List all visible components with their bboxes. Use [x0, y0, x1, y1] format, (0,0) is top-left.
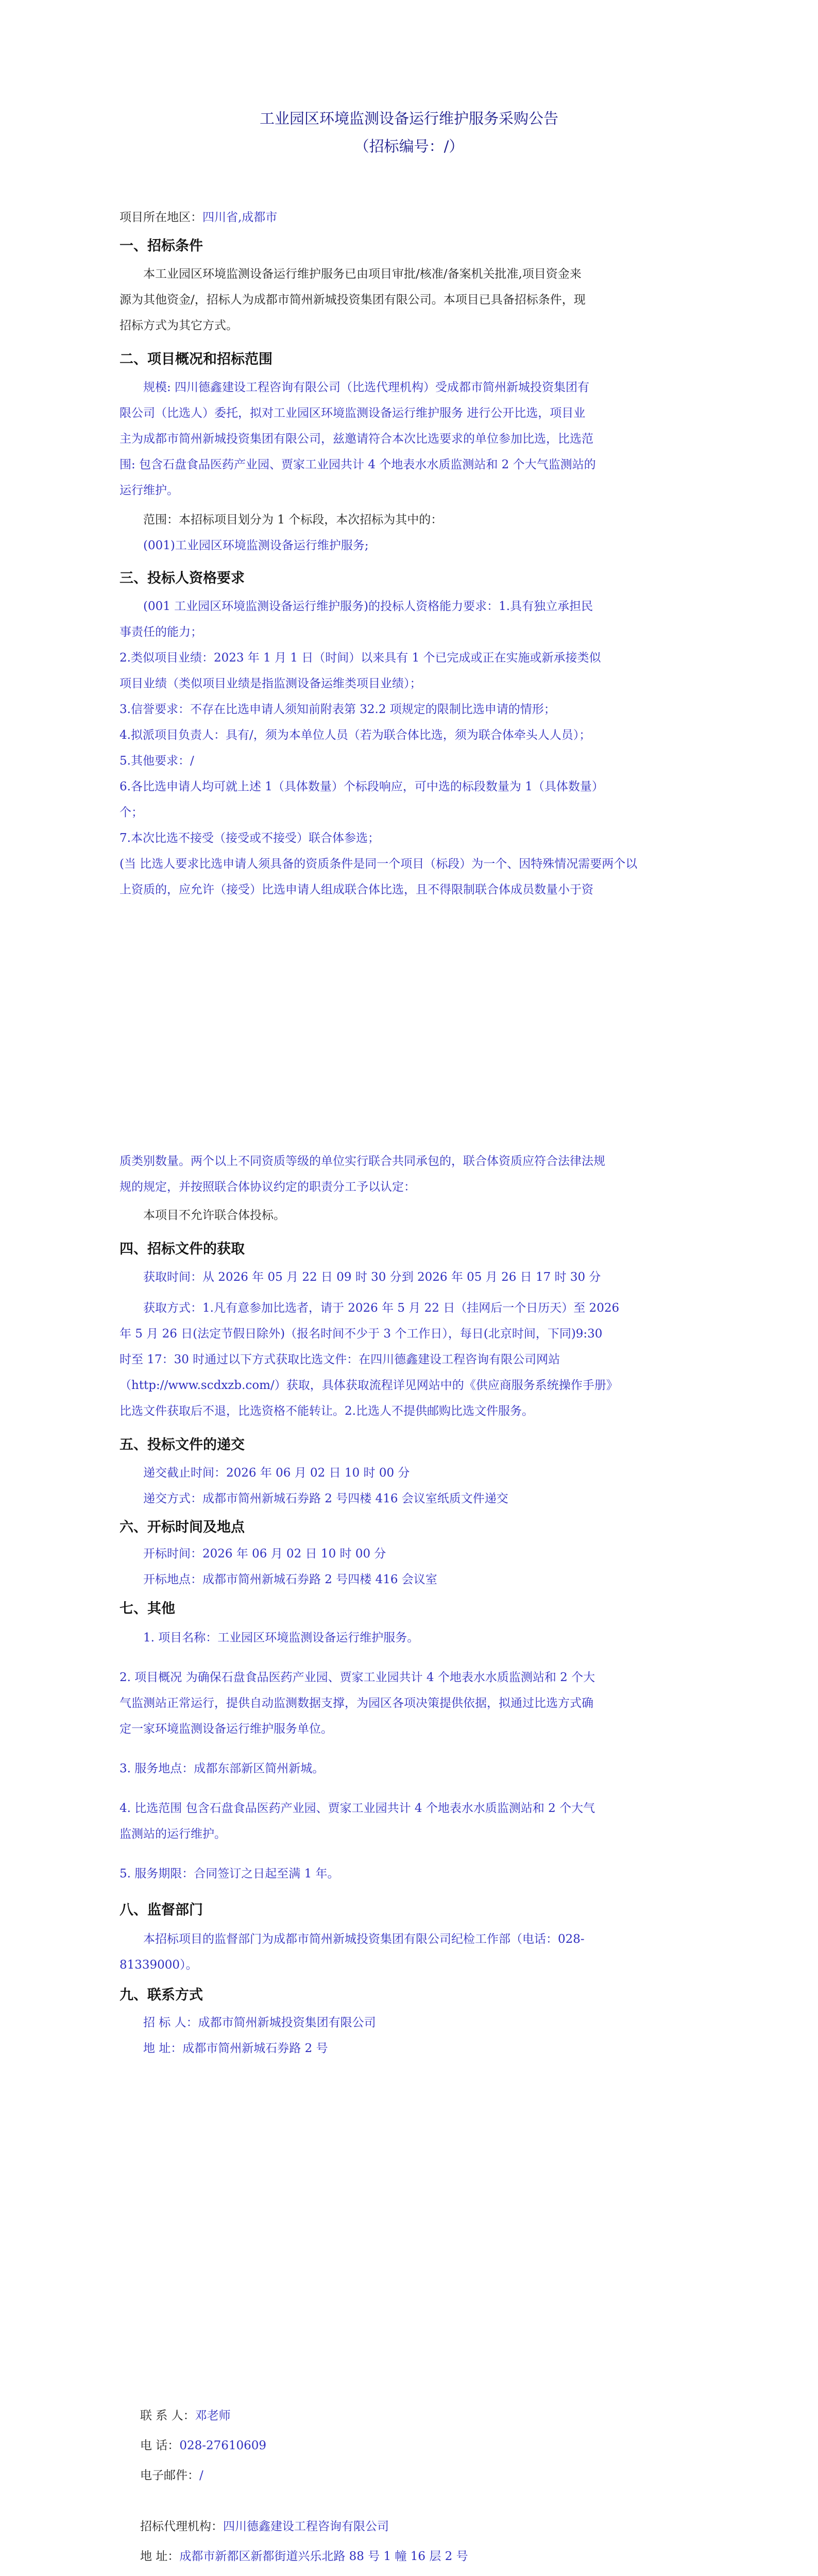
lot-line: (001)工业园区环境监测设备运行维护服务; [143, 539, 369, 552]
section-6-line: 开标地点：成都市简州新城石券路 2 号四楼 416 会议室 [143, 1573, 437, 1586]
contact2-address [140, 2544, 722, 2569]
contact1-phone-value: 028-27610609 [179, 2439, 267, 2452]
acquire-time-line: 获取时间：从 2026 年 05 月 22 日 09 时 30 分到 2026 年 05 月 26 日 17 时 30 分 [143, 1270, 601, 1284]
section-9-line: 招 标 人：成都市简州新城投资集团有限公司 [143, 2016, 376, 2029]
section-3-line: 7.本次比选不接受（接受或不接受）联合体参选； [120, 832, 380, 845]
project-location-label: 项目所在地区： [120, 211, 202, 224]
section-3-cont-line: 规的规定，并按照联合体协议约定的职责分工予以认定： [120, 1180, 416, 1194]
section-3-line: 3.信誉要求：不存在比选申请人须知前附表第 32.2 项规定的限制比选申请的情形； [120, 703, 556, 716]
section-8-line: 81339000）。 [120, 1958, 198, 1972]
section-3-line: (当 比选人要求比选申请人须具备的资质条件是同一个项目（标段）为一个、因特殊情况需要两个以 [120, 857, 638, 871]
section-7-line: 5. 服务期限：合同签订之日起至满 1 年。 [120, 1867, 339, 1880]
section-7-line: 定一家环境监测设备运行维护服务单位。 [120, 1722, 333, 1736]
contact1-person-label: 联 系 人： [140, 2409, 195, 2422]
section-3-cont-line: 质类别数量。两个以上不同资质等级的单位实行联合共同承包的，联合体资质应符合法律法规 [120, 1155, 605, 1168]
section-6-line: 开标时间：2026 年 06 月 02 日 10 时 00 分 [143, 1547, 386, 1561]
contact2-agency [140, 2514, 722, 2539]
section-7-line: 2. 项目概况 为确保石盘食品医药产业园、贾家工业园共计 4 个地表水水质监测站和 2 个大 [120, 1671, 595, 1684]
section-4-line: 比选文件获取后不退，比选资格不能转让。2.比选人不提供邮购比选文件服务。 [120, 1404, 534, 1418]
section-2-line: 运行维护。 [120, 484, 179, 497]
section-2-heading: 二、项目概况和招标范围 [120, 351, 272, 367]
section-3-line: 6.各比选申请人均可就上述 1（具体数量）个标段响应，可中选的标段数量为 1（具体数量） [120, 780, 604, 793]
section-7-line: 监测站的运行维护。 [120, 1827, 226, 1841]
section-4-line: 获取方式：1.凡有意参加比选者，请于 2026 年 5 月 22 日（挂网后一个日历天）至 2026 [143, 1301, 620, 1315]
section-2-line: 主为成都市简州新城投资集团有限公司，兹邀请符合本次比选要求的单位参加比选，比选范 [120, 432, 593, 446]
scope-line: 范围：本招标项目划分为 1 个标段，本次招标为其中的： [143, 513, 443, 527]
section-3-line: 5.其他要求：/ [120, 754, 194, 768]
contact1-email-label: 电子邮件： [140, 2469, 199, 2482]
section-1-line: 招标方式为其它方式。 [120, 319, 238, 332]
section-3-line: 项目业绩（类似项目业绩是指监测设备运维类项目业绩）； [120, 677, 422, 690]
consortium-text: 本项目不允许联合体投标。 [143, 1209, 285, 1222]
contact1-person-value: 邓老师 [195, 2409, 231, 2422]
section-7-heading: 七、其他 [120, 1601, 175, 1617]
contact1-person [140, 2403, 722, 2428]
section-5-heading: 五、投标文件的递交 [120, 1437, 245, 1453]
section-7-line: 4. 比选范围 包含石盘食品医药产业园、贾家工业园共计 4 个地表水水质监测站和 2 个大气 [120, 1802, 595, 1815]
section-1-line: 源为其他资金/，招标人为成都市简州新城投资集团有限公司。本项目已具备招标条件，现 [120, 293, 586, 307]
contact1-phone-label: 电 话： [140, 2439, 180, 2452]
section-4-heading: 四、招标文件的获取 [120, 1241, 245, 1257]
section-2-line: 限公司（比选人）委托，拟对工业园区环境监测设备运行维护服务 进行公开比选，项目业 [120, 406, 586, 420]
contact1-email [140, 2463, 722, 2488]
section-3-line: 事责任的能力； [120, 625, 202, 639]
section-7-line: 3. 服务地点：成都东部新区简州新城。 [120, 1762, 325, 1775]
contact2-address-label: 地 址： [140, 2550, 180, 2563]
contact2-address-value: 成都市新都区新都街道兴乐北路 88 号 1 幢 16 层 2 号 [179, 2550, 468, 2563]
section-1-line: 本工业园区环境监测设备运行维护服务已由项目审批/核准/备案机关批准,项目资金来 [143, 267, 582, 281]
section-8-heading: 八、监督部门 [120, 1902, 203, 1918]
section-4-line: （http://www.scdxzb.com/）获取，具体获取流程详见网站中的《供应商服务系统操作手册》 [120, 1379, 618, 1392]
section-9-heading: 九、联系方式 [120, 1987, 203, 2003]
section-2-line: 规模: 四川德鑫建设工程咨询有限公司（比选代理机构）受成都市简州新城投资集团有 [143, 381, 590, 394]
section-3-line: 上资质的，应允许（接受）比选申请人组成联合体比选，且不得限制联合体成员数量小于资 [120, 883, 593, 896]
section-5-line: 递交方式：成都市简州新城石券路 2 号四楼 416 会议室纸质文件递交 [143, 1492, 508, 1505]
page-subtitle: （招标编号：/） [354, 138, 464, 155]
section-7-line: 1. 项目名称：工业园区环境监测设备运行维护服务。 [143, 1631, 419, 1645]
project-location [120, 205, 702, 230]
section-4-line: 时至 17：30 时通过以下方式获取比选文件：在四川德鑫建设工程咨询有限公司网站 [120, 1353, 560, 1366]
section-9-line: 地 址：成都市简州新城石券路 2 号 [143, 2042, 328, 2055]
section-2-line: 围: 包含石盘食品医药产业园、贾家工业园共计 4 个地表水水质监测站和 2 个大气监测站的 [120, 458, 596, 471]
contact2-person [140, 2574, 722, 2576]
contact1-email-value: / [199, 2469, 203, 2482]
section-7-line: 气监测站正常运行，提供自动监测数据支撑，为园区各项决策提供依据，拟通过比选方式确 [120, 1697, 593, 1710]
section-5-line: 递交截止时间：2026 年 06 月 02 日 10 时 00 分 [143, 1466, 410, 1480]
section-3-line: (001 工业园区环境监测设备运行维护服务)的投标人资格能力要求：1.具有独立承担民 [143, 600, 593, 613]
section-4-line: 年 5 月 26 日(法定节假日除外)（报名时间不少于 3 个工作日），每日(北京时间，下同)9:30 [120, 1327, 603, 1341]
contact2-agency-value: 四川德鑫建设工程咨询有限公司 [223, 2520, 389, 2533]
section-3-line: 4.拟派项目负责人：具有/，须为本单位人员（若为联合体比选，须为联合体牵头人人员）； [120, 728, 591, 742]
contact2-agency-label: 招标代理机构： [140, 2520, 223, 2533]
consortium-line [143, 1203, 702, 1228]
page-title: 工业园区环境监测设备运行维护服务采购公告 [259, 110, 558, 127]
section-3-line: 个； [120, 806, 143, 819]
contact1-phone [140, 2433, 722, 2458]
section-3-heading: 三、投标人资格要求 [120, 570, 245, 586]
section-3-line: 2.类似项目业绩：2023 年 1 月 1 日（时间）以来具有 1 个已完成或正在实施或新承接类似 [120, 651, 601, 665]
project-location-value: 四川省,成都市 [202, 211, 278, 224]
section-1-heading: 一、招标条件 [120, 238, 203, 254]
section-8-line: 本招标项目的监督部门为成都市简州新城投资集团有限公司纪检工作部（电话：028- [143, 1933, 585, 1946]
section-6-heading: 六、开标时间及地点 [120, 1519, 245, 1535]
